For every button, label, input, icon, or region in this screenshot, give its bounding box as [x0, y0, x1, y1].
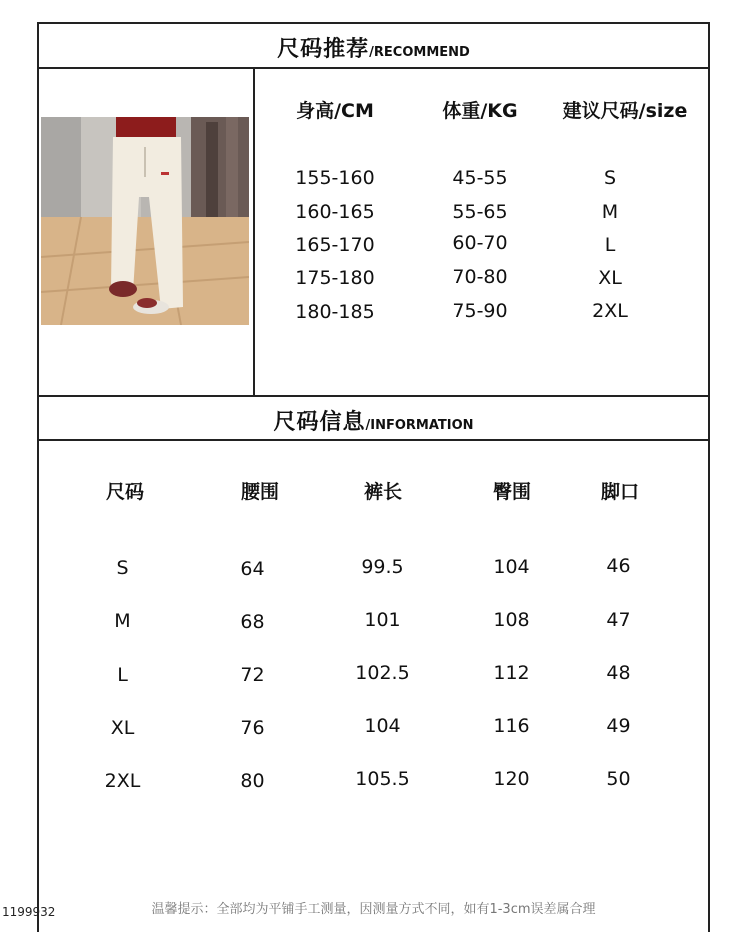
info-cell: 116 — [493, 715, 530, 737]
recommend-cell: L — [604, 234, 616, 256]
info-cell: 47 — [606, 609, 631, 631]
recommend-header-size: 建议尺码/size — [562, 100, 688, 122]
info-cell: 48 — [606, 662, 631, 684]
info-cell: L — [117, 664, 128, 686]
measurement-note: 温馨提示：全部均为平铺手工测量，因测量方式不同，如有1-3cm误差属合理 — [151, 902, 596, 917]
recommend-cell: 55-65 — [452, 201, 508, 223]
divider — [37, 439, 710, 441]
recommend-cell: 70-80 — [452, 266, 508, 288]
info-cell: M — [114, 610, 131, 632]
info-cell: 50 — [606, 768, 631, 790]
info-cell: 80 — [240, 770, 265, 792]
info-cell: 72 — [240, 664, 265, 686]
info-cell: 104 — [493, 556, 530, 578]
recommend-header-height: 身高/CM — [296, 100, 374, 122]
recommend-header-weight: 体重/KG — [442, 100, 518, 122]
divider — [37, 395, 710, 397]
information-title — [37, 405, 710, 436]
info-cell: 108 — [493, 609, 530, 631]
info-cell: 2XL — [104, 770, 141, 792]
info-cell: XL — [110, 717, 135, 739]
recommend-cell: XL — [598, 267, 622, 289]
divider — [37, 67, 710, 69]
info-header-waist: 腰围 — [240, 481, 279, 503]
recommend-title — [37, 32, 710, 63]
recommend-cell: 175-180 — [295, 267, 375, 289]
divider — [253, 67, 255, 396]
recommend-title-en: /RECOMMEND — [369, 45, 470, 60]
info-cell: 102.5 — [355, 662, 410, 684]
recommend-cell: 60-70 — [452, 232, 508, 254]
product-photo-illustration — [41, 117, 249, 325]
info-cell: 101 — [364, 609, 401, 631]
info-cell: 64 — [240, 558, 265, 580]
info-cell: 49 — [606, 715, 631, 737]
info-cell: 120 — [493, 768, 530, 790]
info-cell: 104 — [364, 715, 401, 737]
recommend-title-cn: 尺码推荐 — [277, 37, 370, 62]
info-cell: 99.5 — [361, 556, 404, 578]
recommend-cell: 45-55 — [452, 167, 508, 189]
recommend-cell: 160-165 — [295, 201, 375, 223]
info-header-hip: 臀围 — [492, 481, 531, 503]
recommend-cell: 75-90 — [452, 300, 508, 322]
info-cell: 76 — [240, 717, 265, 739]
recommend-cell: 155-160 — [295, 167, 375, 189]
info-header-length: 裤长 — [363, 481, 402, 503]
recommend-cell: M — [601, 201, 619, 223]
recommend-cell: 2XL — [592, 300, 628, 322]
information-title-en: /INFORMATION — [365, 418, 474, 433]
info-cell: 68 — [240, 611, 265, 633]
recommend-cell: 180-185 — [295, 301, 375, 323]
information-title-cn: 尺码信息 — [273, 410, 366, 435]
product-model-photo — [41, 117, 249, 325]
info-cell: S — [116, 557, 129, 579]
info-cell: 105.5 — [355, 768, 410, 790]
recommend-cell: 165-170 — [295, 234, 375, 256]
recommend-cell: S — [603, 167, 617, 189]
info-header-hem: 脚口 — [600, 481, 639, 503]
info-cell: 112 — [493, 662, 530, 684]
watermark-id: 1199932 — [2, 905, 56, 919]
info-header-size: 尺码 — [105, 481, 144, 503]
info-cell: 46 — [606, 555, 631, 577]
